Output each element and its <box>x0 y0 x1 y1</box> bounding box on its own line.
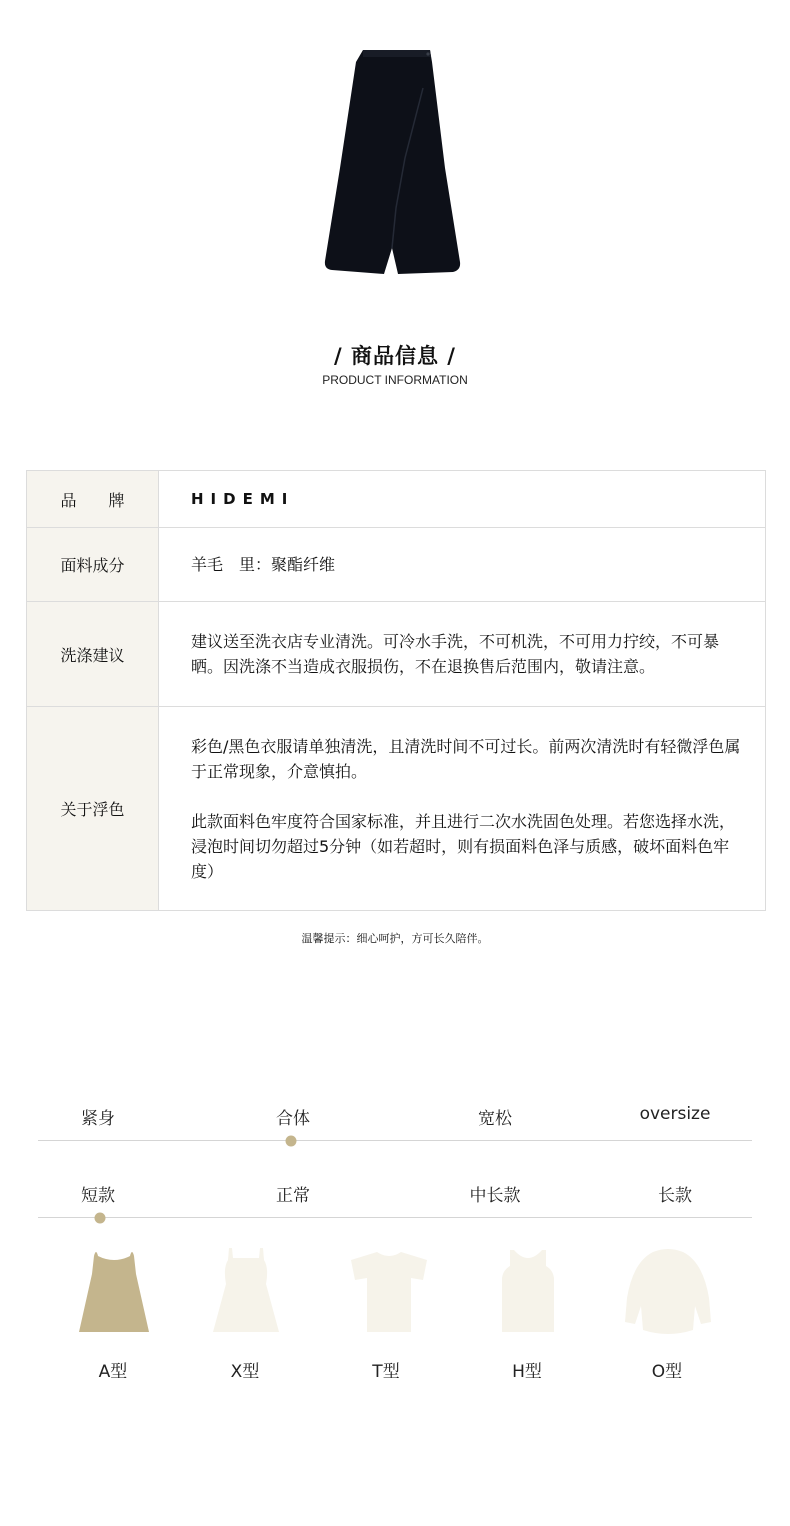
length-option-midlong: 中长款 <box>469 1186 521 1206</box>
wash-value: 建议送至洗衣店专业清洗。可冷水手洗，不可机洗，不可用力拧绞，不可暴晒。因洗涤不当造成衣服损伤，不在退换售后范围内，敬请注意。 <box>159 602 766 707</box>
fit-option-regular: 合体 <box>276 1109 310 1129</box>
color-note-2: 此款面料色牢度符合国家标准，并且进行二次水洗固色处理。若您选择水洗，浸泡时间切勿超过5分钟（如若超时，则有损面料色泽与质感，破坏面料色牢度） <box>191 811 736 881</box>
silhouette-label-x: X型 <box>230 1362 260 1382</box>
t-line-silhouette-icon <box>349 1248 429 1338</box>
fabric-value: 羊毛 里：聚酯纤维 <box>159 528 766 602</box>
color-label: 关于浮色 <box>27 707 159 911</box>
wash-label: 洗涤建议 <box>27 602 159 707</box>
fit-scale-line <box>38 1140 752 1141</box>
length-option-short: 短款 <box>81 1186 115 1206</box>
product-info-table <box>26 470 766 911</box>
section-title: / 商品信息 / <box>334 344 456 368</box>
silhouette-label-h: H型 <box>512 1362 542 1382</box>
silhouette-label-o: O型 <box>651 1362 683 1382</box>
a-line-silhouette-icon <box>78 1248 150 1338</box>
length-option-long: 长款 <box>658 1186 692 1206</box>
x-line-silhouette-icon <box>211 1248 281 1338</box>
h-line-silhouette-icon <box>500 1248 556 1338</box>
fit-option-loose: 宽松 <box>478 1109 512 1129</box>
silhouette-label-t: T型 <box>372 1362 400 1382</box>
o-line-silhouette-icon <box>623 1248 713 1338</box>
fit-option-oversize: oversize <box>639 1104 711 1124</box>
product-image <box>320 48 465 278</box>
fit-option-tight: 紧身 <box>81 1109 115 1129</box>
length-scale-line <box>38 1217 752 1218</box>
table-row <box>27 471 766 528</box>
section-subtitle: PRODUCT INFORMATION <box>322 373 468 387</box>
skirt-icon <box>320 48 465 278</box>
length-selected-dot <box>95 1213 106 1224</box>
fit-selected-dot <box>286 1136 297 1147</box>
table-row <box>27 602 766 707</box>
table-row <box>27 528 766 602</box>
fabric-label: 面料成分 <box>27 528 159 602</box>
length-option-normal: 正常 <box>276 1186 310 1206</box>
color-note-1: 彩色/黑色衣服请单独清洗，且清洗时间不可过长。前两次清洗时有轻微浮色属于正常现象，介意慎拍。 <box>191 736 741 781</box>
silhouette-label-a: A型 <box>98 1362 128 1382</box>
brand-value: HIDEMI <box>191 490 295 508</box>
table-row <box>27 707 766 911</box>
brand-label: 品 牌 <box>27 471 159 528</box>
care-tip: 温馨提示：细心呵护，方可长久陪伴。 <box>301 932 489 945</box>
